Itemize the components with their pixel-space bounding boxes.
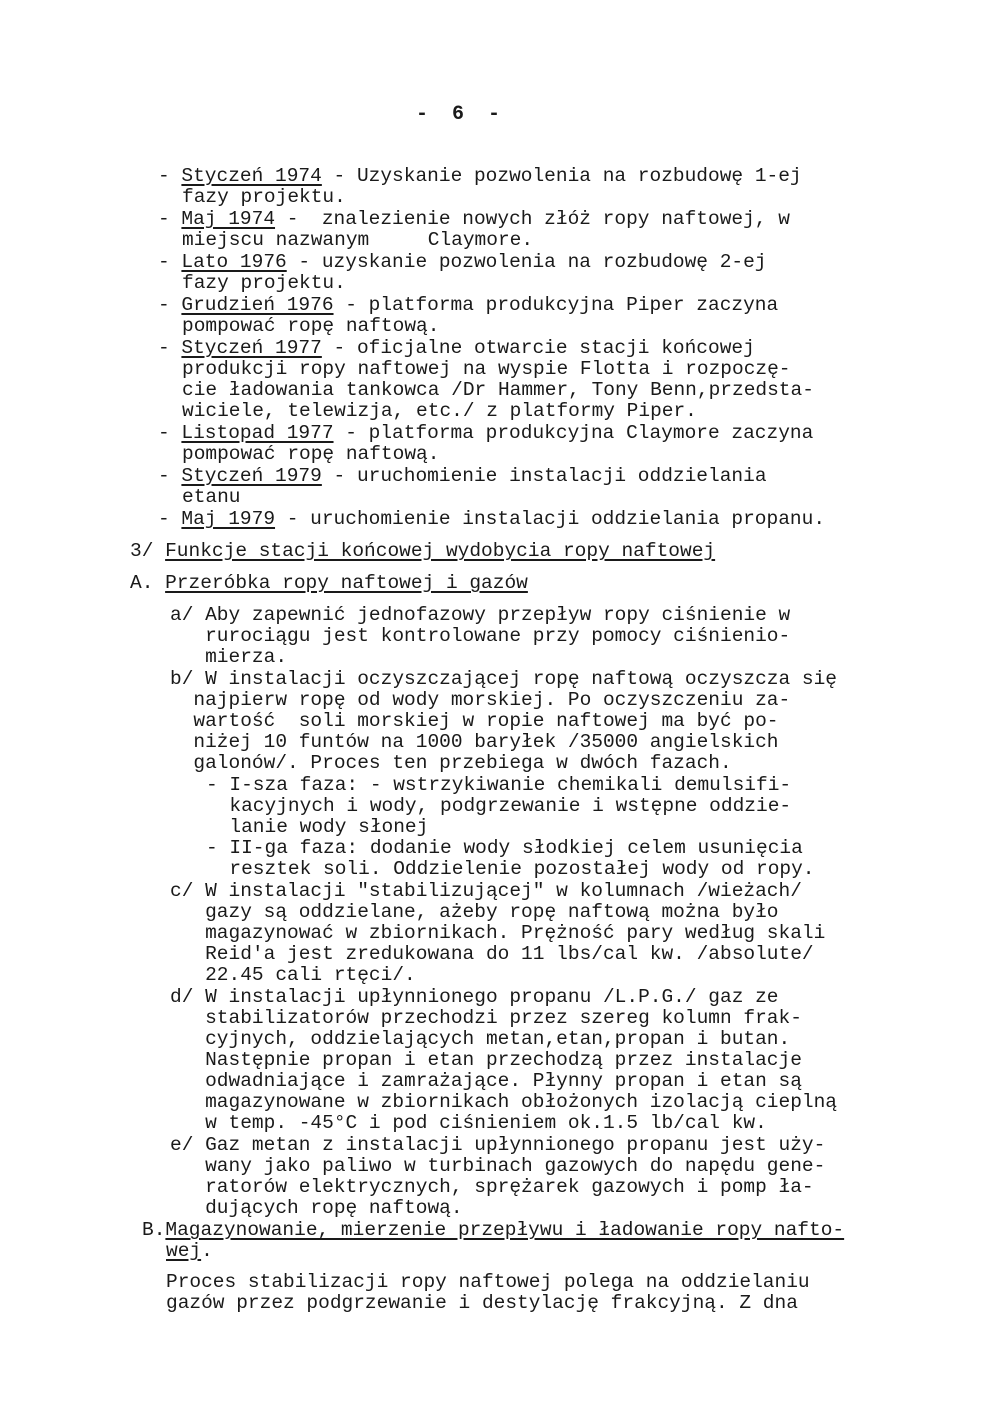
section-heading-continuation <box>166 1241 213 1262</box>
item-b-line: b/ W instalacji oczyszczającej ropę naftową oczyszcza się <box>170 668 838 690</box>
item-d-line: odwadniające i zamrażające. Płynny propan i etan są <box>170 1070 802 1092</box>
timeline-continuation: produkcji ropy naftowej na wyspie Flotta i rozpoczę- <box>182 358 791 380</box>
item-b-phase-line: kacyjnych i wody, podgrzewanie i wstępne oddzie- <box>206 795 792 817</box>
timeline-text: - Uzyskanie pozwolenia na rozbudowę 1-ej <box>321 165 802 187</box>
item-a-line: mierza. <box>170 646 288 668</box>
timeline-date: Maj 1979 <box>181 508 276 530</box>
item-b-phase-line: - I-sza faza: - wstrzykiwanie chemikali demulsifi- <box>206 774 792 796</box>
item-e-line: dujących ropę naftową. <box>170 1197 463 1219</box>
timeline-continuation: pompować ropę naftową. <box>182 443 440 465</box>
item-d-line: stabilizatorów przechodzi przez szereg kolumn frak- <box>170 1007 802 1029</box>
item-d-line: w temp. -45°C i pod ciśnieniem ok.1.5 lb/cal kw. <box>170 1112 767 1134</box>
section-heading <box>130 573 528 594</box>
item-e-line: e/ Gaz metan z instalacji upłynnionego propanu jest uży- <box>170 1134 826 1156</box>
item-c-line: gazy są oddzielane, ażeby ropę naftową można było <box>170 901 779 923</box>
timeline-entry: - Styczeń 1977 - oficjalne otwarcie stacji końcowej <box>158 337 755 359</box>
timeline-entry: - Grudzień 1976 - platforma produkcyjna Piper zaczyna <box>158 294 779 316</box>
timeline-text: - platforma produkcyjna Piper zaczyna <box>333 294 779 316</box>
timeline-continuation: fazy projektu. <box>182 272 346 294</box>
item-b-line: wartość soli morskiej w ropie naftowej ma być po- <box>170 710 779 732</box>
timeline-date: Maj 1974 <box>181 208 276 230</box>
timeline-entry: - Listopad 1977 - platforma produkcyjna Claymore zaczyna <box>158 422 814 444</box>
item-b-phase-line: resztek soli. Oddzielenie pozostałej wody od ropy. <box>206 858 815 880</box>
timeline-text: - platforma produkcyjna Claymore zaczyna <box>333 422 814 444</box>
paragraph-line: gazów przez podgrzewanie i destylację frakcyjną. Z dna <box>166 1292 798 1314</box>
timeline-entry: - Maj 1979 - uruchomienie instalacji oddzielania propanu. <box>158 508 826 530</box>
timeline-date: Styczeń 1974 <box>181 165 322 187</box>
item-c-line: c/ W instalacji "stabilizującej" w kolumnach /wieżach/ <box>170 880 802 902</box>
timeline-entry: - Styczeń 1979 - uruchomienie instalacji oddzielania <box>158 465 767 487</box>
item-a-line: rurociągu jest kontrolowane przy pomocy ciśnienio- <box>170 625 791 647</box>
timeline-continuation: pompować ropę naftową. <box>182 315 440 337</box>
item-e-line: wany jako paliwo w turbinach gazowych do napędu gene- <box>170 1155 826 1177</box>
section-letter: B. <box>142 1219 166 1241</box>
item-c-line: magazynować w zbiornikach. Prężność pary według skali <box>170 922 826 944</box>
section-heading <box>142 1220 844 1241</box>
section-title-tail: . <box>201 1240 213 1262</box>
item-d-line: magazynowane w zbiornikach obłożonych izolacją cieplną <box>170 1091 838 1113</box>
timeline-date: Lato 1976 <box>181 251 287 273</box>
timeline-text: - uruchomienie instalacji oddzielania <box>321 465 767 487</box>
section-letter: A. <box>130 572 166 594</box>
timeline-continuation: fazy projektu. <box>182 186 346 208</box>
timeline-date: Listopad 1977 <box>181 422 334 444</box>
item-d-line: cyjnych, oddzielających metan,etan,propan i butan. <box>170 1028 791 1050</box>
timeline-date: Styczeń 1977 <box>181 337 322 359</box>
timeline-entry: - Lato 1976 - uzyskanie pozwolenia na rozbudowę 2-ej <box>158 251 767 273</box>
item-b-phase-line: - II-ga faza: dodanie wody słodkiej celem usunięcia <box>206 837 803 859</box>
item-c-line: 22.45 cali rtęci/. <box>170 964 416 986</box>
item-d-line: Następnie propan i etan przechodzą przez instalacje <box>170 1049 802 1071</box>
timeline-text: - oficjalne otwarcie stacji końcowej <box>321 337 755 359</box>
page-number: - 6 - <box>416 103 501 126</box>
item-d-line: d/ W instalacji upłynnionego propanu /L.P.G./ gaz ze <box>170 986 779 1008</box>
section-title: Magazynowanie, mierzenie przepływu i ładowanie ropy nafto- <box>165 1219 845 1241</box>
paragraph-line: Proces stabilizacji ropy naftowej polega na oddzielaniu <box>166 1271 810 1293</box>
timeline-entry: - Maj 1974 - znalezienie nowych złóż ropy naftowej, w <box>158 208 790 230</box>
timeline-continuation: wiciele, telewizja, etc./ z platformy Piper. <box>182 400 697 422</box>
section-heading <box>130 541 715 562</box>
timeline-entry: - Styczeń 1974 - Uzyskanie pozwolenia na rozbudowę 1-ej <box>158 165 802 187</box>
item-e-line: ratorów elektrycznych, sprężarek gazowych i pomp ła- <box>170 1176 814 1198</box>
timeline-text: - uzyskanie pozwolenia na rozbudowę 2-ej <box>286 251 767 273</box>
section-title: Przeróbka ropy naftowej i gazów <box>165 572 528 594</box>
item-c-line: Reid'a jest zredukowana do 11 lbs/cal kw. /absolute/ <box>170 943 814 965</box>
section-title: Funkcje stacji końcowej wydobycia ropy naftowej <box>165 540 716 562</box>
timeline-date: Grudzień 1976 <box>181 294 334 316</box>
item-b-line: galonów/. Proces ten przebiega w dwóch fazach. <box>170 752 732 774</box>
timeline-text: - znalezienie nowych złóż ropy naftowej, w <box>275 208 790 230</box>
timeline-continuation: etanu <box>182 486 241 508</box>
item-a-line: a/ Aby zapewnić jednofazowy przepływ ropy ciśnienie w <box>170 604 791 626</box>
item-b-line: niżej 10 funtów na 1000 baryłek /35000 angielskich <box>170 731 779 753</box>
timeline-date: Styczeń 1979 <box>181 465 322 487</box>
timeline-text: - uruchomienie instalacji oddzielania propanu. <box>275 508 826 530</box>
section-title: wej <box>166 1240 202 1262</box>
timeline-continuation: miejscu nazwanym Claymore. <box>182 229 534 251</box>
section-number: 3/ <box>130 540 166 562</box>
item-b-line: najpierw ropę od wody morskiej. Po oczyszczeniu za- <box>170 689 791 711</box>
timeline-continuation: cie ładowania tankowca /Dr Hammer, Tony Benn,przedsta- <box>182 379 814 401</box>
item-b-phase-line: lanie wody słonej <box>206 816 429 838</box>
